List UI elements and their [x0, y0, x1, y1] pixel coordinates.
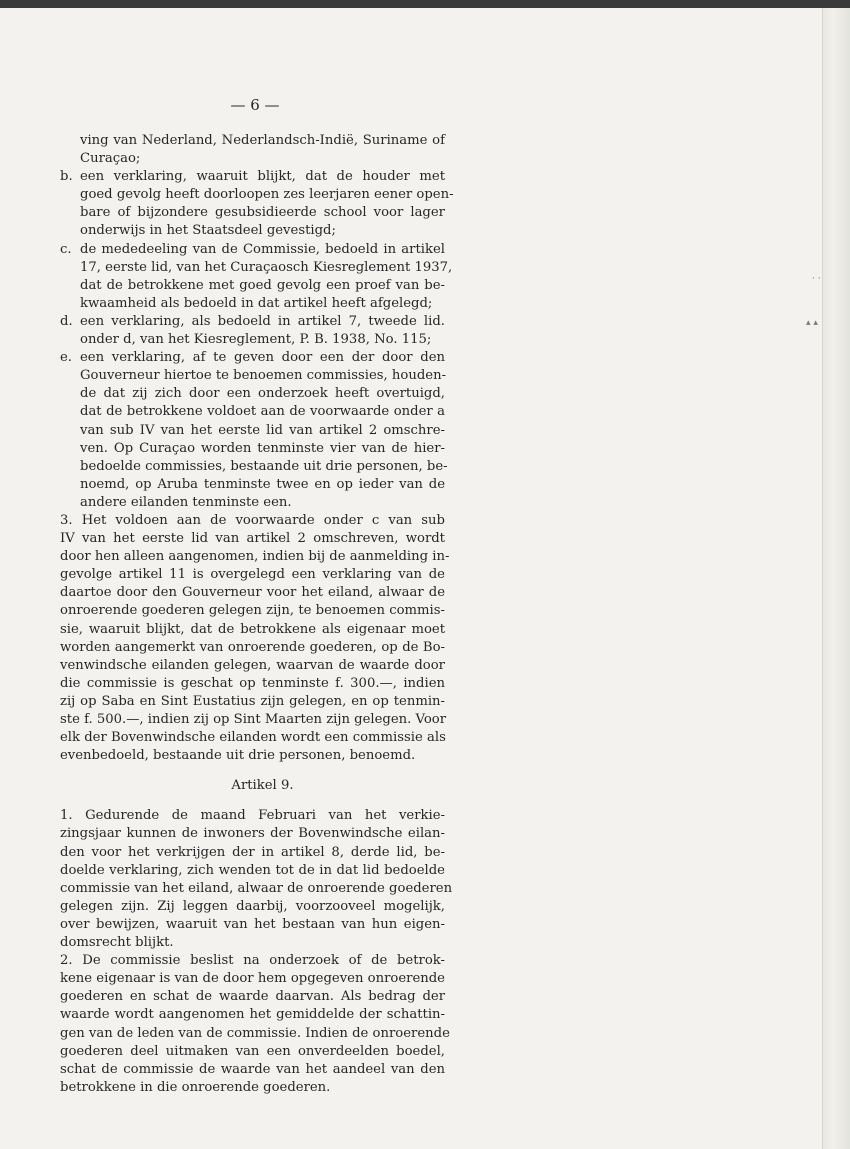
text-line: die commissie is geschat op tenminste f. 300.—, indien [60, 675, 445, 691]
text-line: den voor het verkrijgen der in artikel 8, derde lid, be- [60, 844, 445, 860]
text-line: worden aangemerkt van onroerende goederen, op de Bo- [60, 639, 445, 655]
text-line: gelegen zijn. Zij leggen daarbij, voorzooveel mogelijk, [60, 898, 445, 914]
list-label: d. [60, 313, 73, 329]
text-line: evenbedoeld, bestaande uit drie personen, benoemd. [60, 748, 416, 764]
text-line: waarde wordt aangenomen het gemiddelde der schattin- [60, 1007, 445, 1023]
text-line: betrokkene in die onroerende goederen. [60, 1079, 331, 1095]
scan-speck: ▴ ▴ [806, 318, 818, 328]
text-line: gevolge artikel 11 is overgelegd een verklaring van de [60, 567, 445, 583]
text-line: dat de betrokkene met goed gevolg een proef van be- [80, 277, 445, 293]
text-line: andere eilanden tenminste een. [80, 494, 292, 510]
text-line: gen van de leden van de commissie. Indien de onroerende [60, 1025, 450, 1041]
text-line: Gouverneur hiertoe te benoemen commissies, houden- [80, 368, 447, 384]
text-line: schat de commissie de waarde van het aandeel van den [60, 1061, 445, 1077]
list-label: e. [60, 350, 72, 366]
text-line: zij op Saba en Sint Eustatius zijn gelegen, en op tenmin- [60, 693, 445, 709]
text-line: elk der Bovenwindsche eilanden wordt een commissie als [60, 730, 446, 746]
text-line: door hen alleen aangenomen, indien bij de aanmelding in- [60, 549, 450, 565]
text-line: daartoe door den Gouverneur voor het eiland, alwaar de [60, 585, 445, 601]
text-line: c. de mededeeling van de Commissie, bedoeld in artikel [60, 241, 445, 259]
text-line: 17, eerste lid, van het Curaçaosch Kiesreglement 1937, [80, 259, 453, 275]
text-line: de dat zij zich door een onderzoek heeft overtuigd, [80, 386, 445, 402]
list-label: b. [60, 169, 73, 185]
scan-speck: · · [812, 274, 821, 284]
text-line: 3. Het voldoen aan de voorwaarde onder c van sub [60, 512, 445, 528]
spacer [60, 765, 445, 777]
text-line: domsrecht blijkt. [60, 935, 174, 951]
text-line: goederen deel uitmaken van een onverdeelden boedel, [60, 1043, 445, 1059]
text-line: e. een verklaring, af te geven door een der door den [60, 349, 445, 367]
text-line: ste f. 500.—, indien zij op Sint Maarten zijn gelegen. Voor [60, 712, 447, 727]
text-line: sie, waaruit blijkt, dat de betrokkene als eigenaar moet [60, 621, 445, 637]
page-number: — 6 — [230, 96, 280, 114]
text-line: 1. Gedurende de maand Februari van het verkie- [60, 808, 445, 824]
text-line: bedoelde commissies, bestaande uit drie personen, be- [80, 458, 448, 474]
text-line: d. een verklaring, als bedoeld in artikel 7, tweede lid. [60, 313, 445, 331]
text-line: kene eigenaar is van de door hem opgegeven onroerende [60, 971, 445, 987]
text-line: 2. De commissie beslist na onderzoek of de betrok- [60, 953, 445, 969]
text-line: onderwijs in het Staatsdeel gevestigd; [80, 223, 336, 239]
text-line: ven. Op Curaçao worden tenminste vier van de hier- [80, 440, 445, 456]
text-line: kwaamheid als bedoeld in dat artikel heeft afgelegd; [80, 295, 433, 311]
article-heading: Artikel 9. [231, 778, 294, 794]
list-label: c. [60, 241, 72, 257]
text-line: venwindsche eilanden gelegen, waarvan de waarde door [60, 657, 445, 673]
text-line: goed gevolg heeft doorloopen zes leerjaren eener open- [80, 187, 454, 203]
text-line: dat de betrokkene voldoet aan de voorwaarde onder a [80, 404, 445, 420]
text-line: doelde verklaring, zich wenden tot de in dat lid bedoelde [60, 862, 445, 878]
text-line: ving van Nederland, Nederlandsch-Indië, Suriname of [80, 133, 445, 148]
spacer [60, 795, 445, 807]
text-line: zingsjaar kunnen de inwoners der Bovenwindsche eilan- [60, 826, 445, 842]
text-line: Curaçao; [80, 151, 141, 167]
text-line: commissie van het eiland, alwaar de onroerende goederen [60, 880, 453, 896]
text-line: onroerende goederen gelegen zijn, te benoemen commis- [60, 603, 445, 619]
page-edge-line [822, 8, 823, 1149]
text-line: noemd, op Aruba tenminste twee en op ieder van de [80, 476, 445, 492]
text-line: van sub IV van het eerste lid van artikel 2 omschre- [80, 422, 445, 438]
text-line: IV van het eerste lid van artikel 2 omschreven, wordt [60, 531, 445, 547]
text-line: onder d, van het Kiesreglement, P. B. 1938, No. 115; [80, 332, 432, 348]
document-body [60, 132, 454, 1097]
text-line: b. een verklaring, waaruit blijkt, dat de houder met [60, 168, 445, 186]
page-edge [822, 8, 850, 1149]
text-line: bare of bijzondere gesubsidieerde school voor lager [80, 205, 445, 221]
text-line: over bewijzen, waaruit van het bestaan van hun eigen- [60, 916, 445, 932]
text-line: goederen en schat de waarde daarvan. Als bedrag der [60, 989, 445, 1005]
